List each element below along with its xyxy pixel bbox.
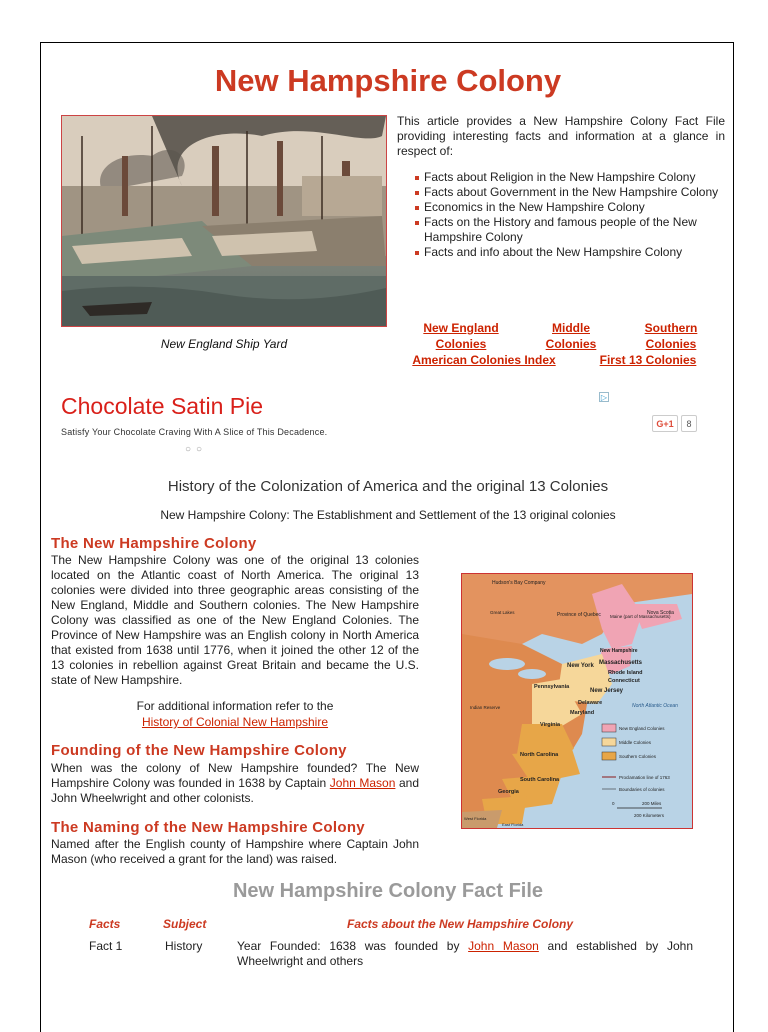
page <box>40 42 734 1032</box>
first-13-colonies-link[interactable]: First 13 Colonies <box>599 353 697 367</box>
founding-paragraph: When was the colony of New Hampshire founded? The New Hampshire Colony was founded in 1638 by Captain John Mason and John Wheelwright and other colonists. <box>51 761 420 805</box>
southern-colonies-link[interactable]: Southern Colonies <box>644 321 698 351</box>
colony-paragraph: The New Hampshire Colony was one of the original 13 colonies located on the Atlantic coast of North America. The original 13 colonies were divided into three geographic areas consisting of the New England, Middle and Southern colonies. The New Hampshire Colony was classified as one of the New England Colonies. The Province of New Hampshire was an English colony in North America that existed from 1638 until 1776, when it joined the other 12 of the 13 colonies in rebellion against Great Britain and became the U.S. state of New Hampshire. <box>51 553 419 687</box>
shipyard-image <box>61 115 387 327</box>
table-cell-subject: History <box>165 939 203 953</box>
map-label-maine: Maine (part of Massachusetts) <box>610 614 671 619</box>
page-title: New Hampshire Colony <box>214 63 562 98</box>
reference-text: For additional information refer to the <box>136 699 334 713</box>
google-plus-button[interactable]: G+1 <box>652 415 678 432</box>
map-label-virginia: Virginia <box>540 722 561 728</box>
section-heading-colony: The New Hampshire Colony <box>51 535 257 552</box>
map-label-delaware: Delaware <box>578 700 603 706</box>
map-label-great-lakes: Great Lakes <box>490 610 515 615</box>
legend-label-boundaries: Boundaries of colonies <box>619 787 665 792</box>
legend-label-middle: Middle Colonies <box>619 740 652 745</box>
map-label-connecticut: Connecticut <box>608 678 640 684</box>
intro-paragraph: This article provides a New Hampshire Colony Fact File providing interesting facts and information at a glance in respect of: <box>397 114 725 158</box>
colonies-map <box>461 573 693 829</box>
map-label-new-york: New York <box>567 663 594 669</box>
section-heading-founding: Founding of the New Hampshire Colony <box>51 742 347 759</box>
history-colonial-nh-link[interactable]: History of Colonial New Hampshire <box>141 715 329 729</box>
john-mason-link[interactable]: John Mason <box>329 776 396 790</box>
map-label-massachusetts: Massachusetts <box>599 660 643 666</box>
legend-swatch-middle <box>602 738 616 746</box>
bullet-icon <box>415 176 419 180</box>
ad-pager-dots[interactable]: ○○ <box>185 444 208 455</box>
naming-paragraph: Named after the English county of Hampshire where Captain John Mason (who received a grant for the land) was raised. <box>51 837 419 866</box>
legend-label-proclamation: Proclamation line of 1763 <box>619 775 670 780</box>
map-scale-miles: 200 Miles <box>642 801 662 806</box>
map-label-new-jersey: New Jersey <box>590 688 624 694</box>
map-label-west-florida: West Florida <box>464 816 487 821</box>
bullet-icon <box>415 221 419 225</box>
middle-colonies-link[interactable]: Middle Colonies <box>545 321 597 351</box>
map-label-quebec: Province of Quebec <box>557 612 601 618</box>
legend-swatch-southern <box>602 752 616 760</box>
map-label-new-hampshire: New Hampshire <box>600 648 638 654</box>
table-header-facts-about: Facts about the New Hampshire Colony <box>347 917 574 931</box>
table-header-facts: Facts <box>89 917 121 931</box>
google-plus-count: 8 <box>681 415 697 432</box>
map-label-east-florida: East Florida <box>502 822 524 827</box>
image-caption: New England Ship Yard <box>160 337 288 351</box>
section-heading-naming: The Naming of the New Hampshire Colony <box>51 819 365 836</box>
topic-list <box>397 170 725 260</box>
map-label-north-carolina: North Carolina <box>520 752 559 758</box>
map-scale-km: 200 Kilometers <box>634 813 665 818</box>
ad-title[interactable]: Chocolate Satin Pie <box>61 393 264 419</box>
legend-label-southern: Southern Colonies <box>619 754 657 759</box>
table-header-subject: Subject <box>163 917 207 931</box>
map-label-rhode-island: Rhode Island <box>608 670 643 676</box>
map-scale-zero: 0 <box>612 801 615 806</box>
map-label-ocean: North Atlantic Ocean <box>632 703 678 709</box>
map-label-georgia: Georgia <box>498 789 519 795</box>
map-label-nova-scotia: Nova Scotia <box>647 610 674 616</box>
history-title: History of the Colonization of America and the original 13 Colonies <box>167 478 609 495</box>
factfile-title: New Hampshire Colony Fact File <box>232 880 544 902</box>
bullet-icon <box>415 191 419 195</box>
shipyard-illustration <box>62 116 386 326</box>
bullet-icon <box>415 206 419 210</box>
table-cell-text: Year Founded: 1638 was founded by John Mason and established by John Wheelwright and others <box>237 939 694 968</box>
american-colonies-index-link[interactable]: American Colonies Index <box>412 353 556 367</box>
new-england-colonies-link[interactable]: New England Colonies <box>423 321 499 351</box>
map-label-south-carolina: South Carolina <box>520 777 560 783</box>
history-subtitle: New Hampshire Colony: The Establishment and Settlement of the 13 original colonies <box>160 508 616 522</box>
list-item: Facts about Religion in the New Hampshire Colony <box>397 170 725 185</box>
list-item: Facts on the History and famous people of the New Hampshire Colony <box>397 215 725 245</box>
map-label-pennsylvania: Pennsylvania <box>534 684 570 690</box>
list-item: Economics in the New Hampshire Colony <box>397 200 725 215</box>
john-mason-link-table[interactable]: John Mason <box>468 939 539 953</box>
list-item: Facts and info about the New Hampshire Colony <box>397 245 725 260</box>
table-cell-fact: Fact 1 <box>89 939 123 953</box>
bullet-icon <box>415 251 419 255</box>
map-label-indian-reserve: Indian Reserve <box>470 705 501 710</box>
map-label-maryland: Maryland <box>570 710 595 716</box>
map-label-hudson: Hudson's Bay Company <box>492 580 546 586</box>
legend-label-new-england: New England Colonies <box>619 726 665 731</box>
colonies-map-graphic <box>462 574 692 828</box>
legend-swatch-new-england <box>602 724 616 732</box>
list-item: Facts about Government in the New Hampshire Colony <box>397 185 725 200</box>
ad-subtitle[interactable]: Satisfy Your Chocolate Craving With A Slice of This Decadence. <box>61 427 328 437</box>
ad-choices-icon[interactable]: ▷ <box>600 393 608 402</box>
